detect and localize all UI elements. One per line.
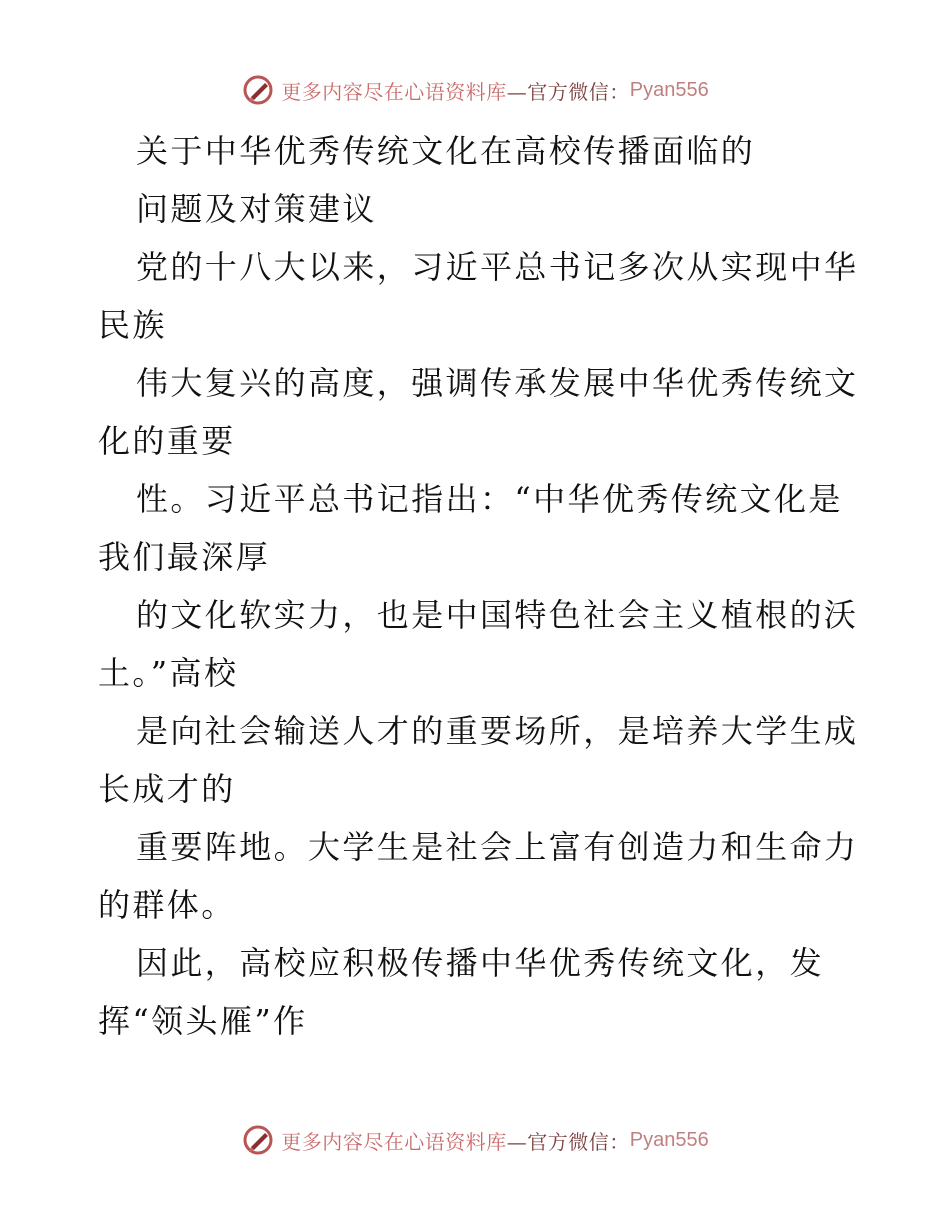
watermark-middle: —官方微信： xyxy=(506,79,630,104)
title-line-2: 问题及对策建议 xyxy=(136,190,377,228)
document-body xyxy=(98,122,858,1050)
watermark-id: Pyan556 xyxy=(629,1128,709,1151)
watermark-id: Pyan556 xyxy=(629,78,709,101)
text-line: 长成才的 xyxy=(98,770,236,808)
text-line: 的文化软实力，也是中国特色社会主义植根的沃 xyxy=(136,596,859,634)
text-line: 重要阵地。大学生是社会上富有创造力和生命力 xyxy=(136,828,859,866)
pen-logo-icon xyxy=(241,1123,275,1157)
text-line: 民族 xyxy=(98,306,167,344)
text-line: 土。”高校 xyxy=(98,654,239,692)
text-line: 性。习近平总书记指出：“中华优秀传统文化是 xyxy=(136,480,843,518)
text-line: 的群体。 xyxy=(98,886,236,924)
watermark-prefix: 更多内容尽在心语资料库 xyxy=(281,1129,507,1154)
watermark-prefix: 更多内容尽在心语资料库 xyxy=(281,79,507,104)
watermark-middle: —官方微信： xyxy=(506,1129,630,1154)
pen-logo-icon xyxy=(241,73,275,107)
text-line: 化的重要 xyxy=(98,422,236,460)
text-line: 是向社会输送人才的重要场所，是培养大学生成 xyxy=(136,712,859,750)
text-line: 挥“领头雁”作 xyxy=(98,1002,308,1040)
header-watermark xyxy=(0,70,950,110)
text-line: 因此，高校应积极传播中华优秀传统文化，发 xyxy=(136,944,825,982)
text-line: 党的十八大以来，习近平总书记多次从实现中华 xyxy=(136,248,859,286)
text-line: 我们最深厚 xyxy=(98,538,271,576)
footer-watermark xyxy=(0,1120,950,1160)
text-line: 伟大复兴的高度，强调传承发展中华优秀传统文 xyxy=(136,364,859,402)
title-line-1: 关于中华优秀传统文化在高校传播面临的 xyxy=(136,132,756,170)
